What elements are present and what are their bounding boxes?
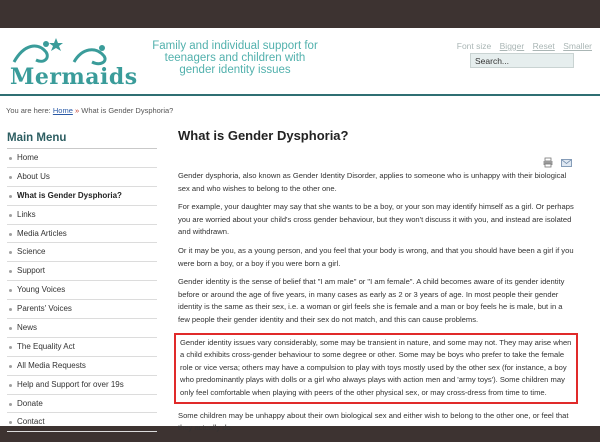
paragraph: Or it may be you, as a young person, and you feel that your body is wrong, and that you should have been a girl if you were born a boy, or a boy if you were born a girl. — [178, 245, 574, 268]
menu-item-support[interactable]: Support — [7, 262, 157, 281]
menu-item-news[interactable]: News — [7, 319, 157, 338]
paragraph: Gender identity is the sense of belief that "I am male" or "I am female". A child becomes aware of its gender identity before or around the age of five years, in many cases as early as 2 or 3 years of age. In most people their gender identity is the same as their sex, i.e. a woman or girl feels she is female and a man or boy feels he is male, but in a few people their gender identity and their sex do not match, and this can cause problems. — [178, 277, 565, 324]
highlighted-paragraph: Gender identity issues vary considerably, some may be transient in nature, and some may not. They may arise when a child exhibits cross-gender behaviour to some degree or other. Some may be boys who prefer to take the female role or vice versa; others may have a compulsion to play with toys mostly used by the other sex (for instance, a boy who predominantly plays with dolls or a girl who always plays with action men and 'army toys'). Some children may only feel comfortable when playing with peers of the other physical sex, or may cross-dress from time to time. — [180, 337, 572, 397]
main-content — [178, 128, 574, 433]
menu-item-equality-act[interactable]: The Equality Act — [7, 338, 157, 357]
menu-item-contact[interactable]: Contact — [7, 413, 157, 432]
tagline: Family and individual support for teenagers and children with gender identity issues — [152, 40, 318, 76]
menu-item-parents-voices[interactable]: Parents' Voices — [7, 300, 157, 319]
main-menu-title: Main Menu — [7, 132, 157, 149]
font-reset-link[interactable]: Reset — [532, 41, 555, 51]
menu-item-about-us[interactable]: About Us — [7, 168, 157, 187]
page — [0, 28, 600, 433]
font-bigger-link[interactable]: Bigger — [499, 41, 525, 51]
paragraph: Some children may be unhappy about their own biological sex and either wish to belong to the other one, or feel that they actually do. — [178, 410, 569, 433]
sidebar — [7, 132, 157, 432]
breadcrumb-prefix: You are here: — [6, 106, 51, 115]
menu-item-home[interactable]: Home — [7, 149, 157, 168]
menu-item-donate[interactable]: Donate — [7, 395, 157, 414]
menu-item-science[interactable]: Science — [7, 243, 157, 262]
search-input[interactable]: Search... — [470, 53, 574, 68]
menu-item-gender-dysphoria[interactable]: What is Gender Dysphoria? — [7, 187, 157, 206]
breadcrumb-arrow: » — [74, 106, 80, 115]
breadcrumb-home-link[interactable]: Home — [52, 106, 73, 115]
paragraph: Gender dysphoria, also known as Gender Identity Disorder, applies to someone who is unhappy with their biological sex and who wishes to belong to the other one. — [178, 171, 567, 193]
site-header — [0, 28, 600, 96]
logo-text: Mermaids — [10, 64, 138, 90]
page-title: What is Gender Dysphoria? — [178, 128, 349, 143]
paragraph: For example, your daughter may say that she wants to be a boy, or your son may identify himself as a girl. Or perhaps you are worried about your child's cross gender behaviour, but they won't discuss it with you, and instead are isolated and withdrawn. — [178, 202, 574, 237]
menu-item-young-voices[interactable]: Young Voices — [7, 281, 157, 300]
font-size-controls — [457, 41, 592, 51]
main-menu — [7, 149, 157, 432]
menu-item-links[interactable]: Links — [7, 206, 157, 225]
breadcrumb-current: What is Gender Dysphoria? — [81, 106, 174, 115]
menu-item-media-requests[interactable]: All Media Requests — [7, 357, 157, 376]
font-size-label: Font size — [456, 41, 492, 51]
article-body — [178, 170, 574, 441]
logo[interactable] — [4, 34, 138, 90]
menu-item-help-over-19s[interactable]: Help and Support for over 19s — [7, 376, 157, 395]
font-smaller-link[interactable]: Smaller — [563, 41, 592, 51]
highlighted-passage — [174, 333, 578, 404]
menu-item-media-articles[interactable]: Media Articles — [7, 225, 157, 244]
mermaid-logo-icon — [4, 34, 134, 68]
breadcrumb — [6, 106, 173, 115]
